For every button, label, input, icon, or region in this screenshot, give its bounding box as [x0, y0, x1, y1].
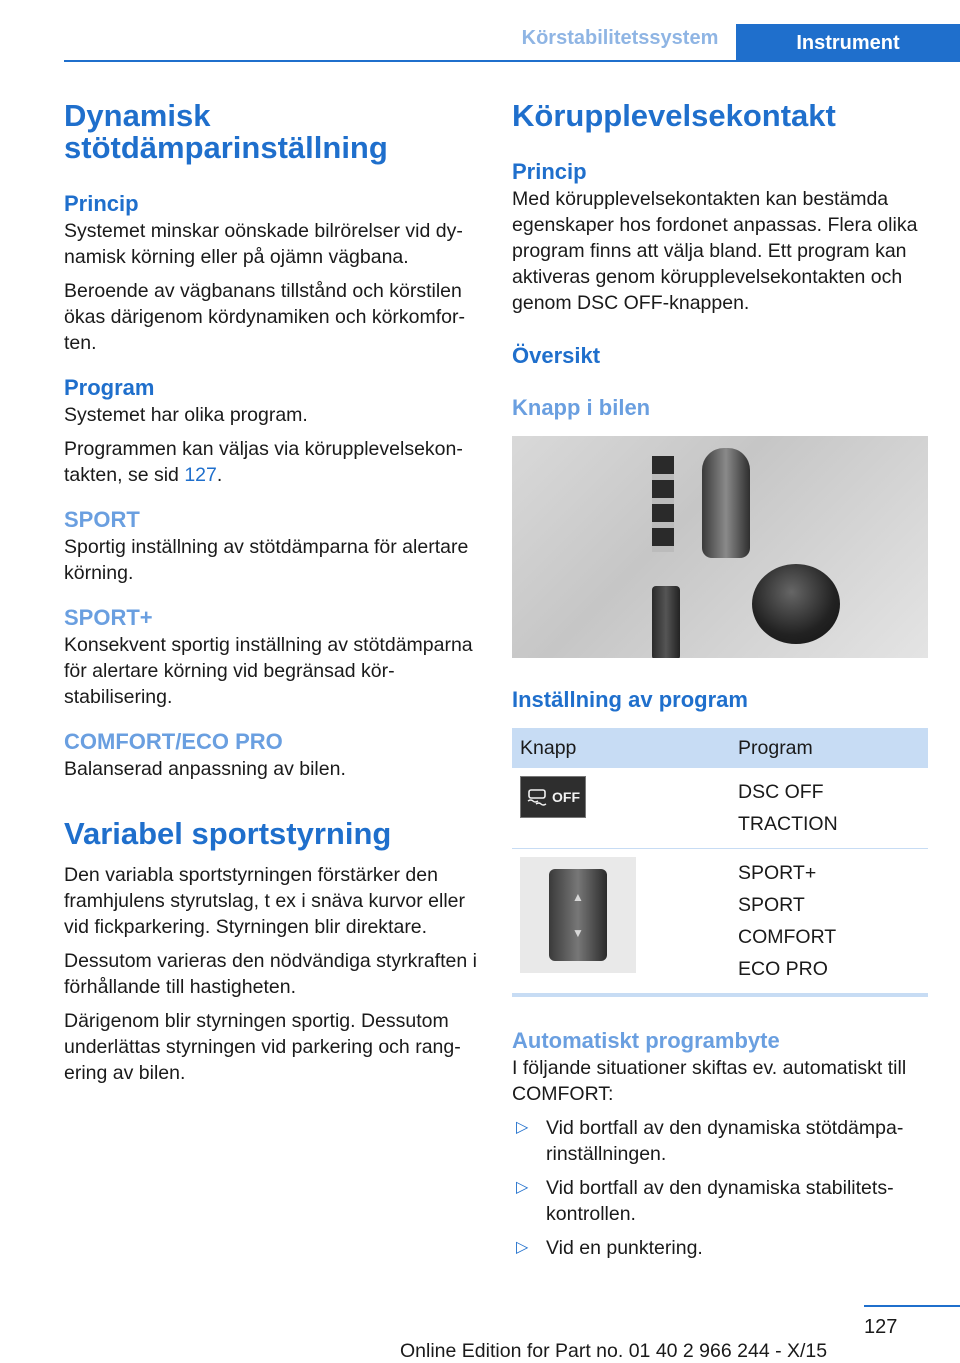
sport-plus-heading: SPORT+: [64, 605, 153, 630]
program-heading: Program: [64, 375, 155, 400]
principle-paragraph-2: Beroende av vägbanans tillstånd och körstilen ökas därigenom kördynamiken och körkomforten.: [64, 280, 466, 354]
section-title-driving-experience: Körupplevelsekontakt: [512, 98, 836, 133]
auto-change-heading: Automatiskt programbyte: [512, 1028, 780, 1053]
section-tab[interactable]: Körstabilitetssystem: [521, 27, 719, 49]
header-rule: [64, 60, 960, 62]
table-header-program: Program: [730, 728, 928, 768]
program-paragraph-2: [64, 436, 480, 488]
page-link-127[interactable]: 127: [184, 464, 217, 486]
program-paragraph-2-end: .: [216, 464, 223, 486]
program-eco-pro: ECO PRO: [738, 958, 828, 980]
steering-paragraph-3: Därigenom blir styrningen sportig. Dessutom underlättas styrningen vid parkering och rangering av bilen.: [64, 1010, 461, 1084]
list-item-text: Vid bortfall av den dynamiska stabilitetskontrollen.: [546, 1177, 894, 1225]
right-principle-text: Med körupplevelsekontakten kan bestämda egenskaper hos fordonet anpassas. Flera olika program finns att välja bland. Ett program kan aktiveras genom körupplevelsekontakten och genom DSC OFF-knappen.: [512, 188, 918, 314]
section-title-dampers: Dynamisk stötdämparinställning: [64, 98, 388, 165]
list-item-text: Vid en punktering.: [546, 1237, 703, 1259]
overview-heading: Översikt: [512, 343, 601, 368]
list-item: [512, 1235, 928, 1261]
controller-knob: [752, 564, 840, 644]
table-row: [512, 768, 928, 849]
table-row: [512, 849, 928, 996]
list-item: [512, 1175, 928, 1227]
left-column: [64, 100, 480, 1094]
console-buttons: [652, 456, 674, 552]
program-sport-plus: SPORT+: [738, 862, 817, 884]
program-dsc-off: DSC OFF: [738, 781, 824, 803]
page-number-rule: [864, 1305, 960, 1307]
auto-change-list: [512, 1115, 928, 1261]
comfort-eco-text: Balanserad anpassning av bilen.: [64, 758, 346, 780]
program-paragraph-1: Systemet har olika program.: [64, 404, 308, 426]
page-number: 127: [864, 1316, 898, 1338]
arrow-up-icon: ▲: [572, 890, 584, 905]
dsc-icon-label: OFF: [552, 789, 580, 805]
right-principle-heading: Princip: [512, 159, 587, 184]
rocker-switch-body: [549, 869, 607, 961]
parking-brake: [652, 586, 680, 658]
program-table: [512, 728, 928, 997]
sport-plus-text: Konsekvent sportig inställning av stötdämparna för alertare körning vid begränsad körstabilisering.: [64, 634, 473, 708]
center-console-photo: [512, 436, 928, 658]
edition-note: Online Edition for Part no. 01 40 2 966 244 - X/15: [400, 1340, 828, 1362]
drive-mode-switch: [520, 857, 636, 973]
section-title-steering: Variabel sportstyrning: [64, 816, 392, 851]
arrow-down-icon: ▼: [572, 925, 584, 940]
dsc-off-icon: [520, 776, 586, 818]
principle-paragraph-1: Systemet minskar oönskade bilrörelser vid dynamisk körning eller på ojämn vägbana.: [64, 220, 463, 268]
comfort-eco-heading: COMFORT/ECO PRO: [64, 729, 283, 754]
list-item-text: Vid bortfall av den dynamiska stötdämparinställningen.: [546, 1117, 904, 1165]
gear-selector: [702, 448, 750, 558]
right-column: [512, 100, 928, 1269]
program-paragraph-2-text: Programmen kan väljas via körupplevelsekontakten, se sid: [64, 438, 463, 486]
car-button-heading: Knapp i bilen: [512, 395, 651, 420]
program-traction: TRACTION: [738, 813, 838, 835]
triangle-bullet-icon: ▷: [516, 1239, 529, 1256]
list-item: [512, 1115, 928, 1167]
program-comfort: COMFORT: [738, 926, 837, 948]
sport-heading: SPORT: [64, 507, 140, 532]
chapter-tab[interactable]: Instrument: [736, 24, 960, 62]
steering-paragraph-2: Dessutom varieras den nödvändiga styrkraften i förhållande till hastigheten.: [64, 950, 477, 998]
triangle-bullet-icon: ▷: [516, 1119, 529, 1136]
skid-car-icon: [526, 787, 548, 807]
sport-text: Sportig inställning av stötdämparna för alertare körning.: [64, 536, 469, 584]
principle-heading: Princip: [64, 191, 139, 216]
table-header-button: Knapp: [512, 728, 730, 768]
steering-paragraph-1: Den variabla sportstyrningen förstärker den framhjulens styrutslag, t ex i snäva kurvor eller vid fickparkering. Styrningen blir direktare.: [64, 864, 465, 938]
triangle-bullet-icon: ▷: [516, 1179, 529, 1196]
program-sport: SPORT: [738, 894, 805, 916]
settings-heading: Inställning av program: [512, 687, 748, 712]
auto-change-text: I följande situationer skiftas ev. automatiskt till COMFORT:: [512, 1057, 907, 1105]
